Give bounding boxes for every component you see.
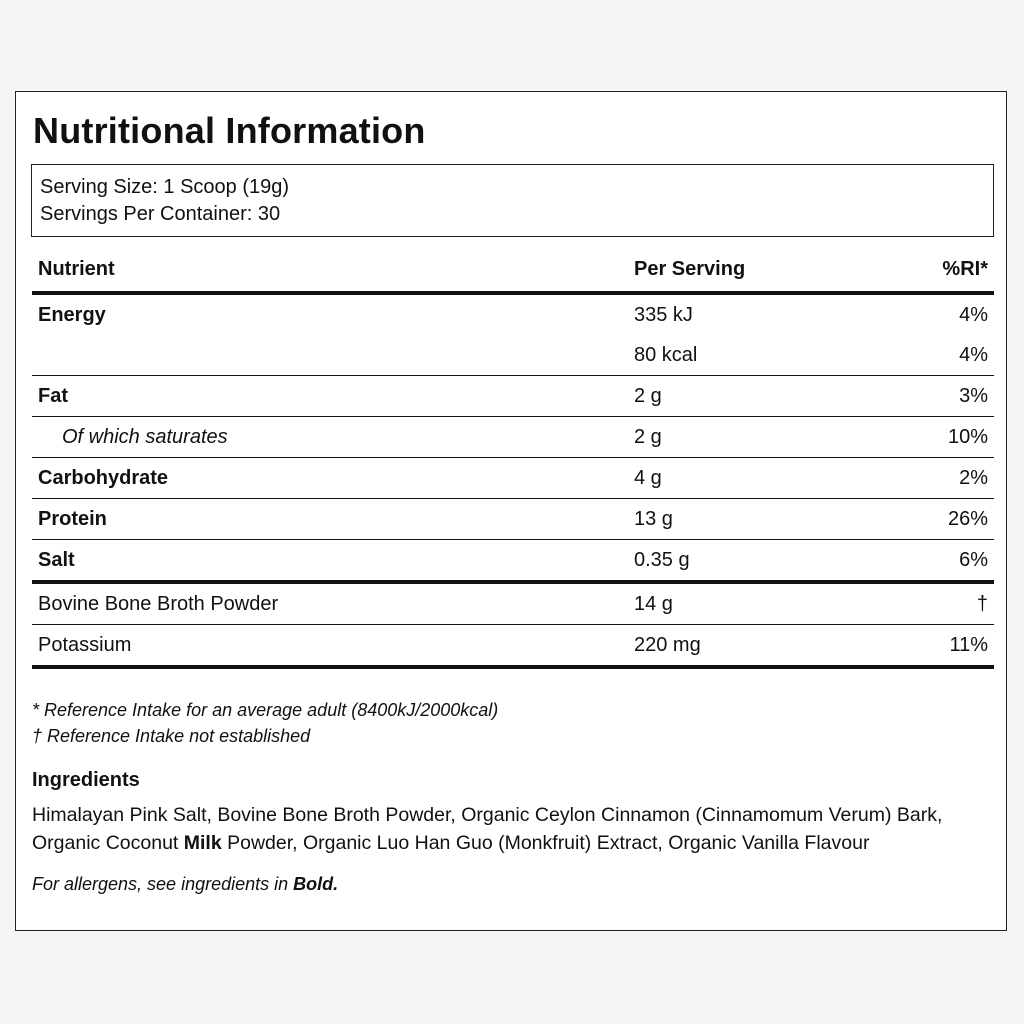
ri-footnote: * Reference Intake for an average adult (8400kJ/2000kcal) [32, 700, 499, 720]
nutrient-amount: 4 g [628, 458, 890, 499]
nutrition-panel [15, 91, 1007, 931]
header-nutrient: Nutrient [32, 247, 628, 293]
dagger-footnote: † Reference Intake not established [32, 726, 311, 746]
nutrient-amount: 80 kcal [628, 335, 890, 376]
table-row [32, 417, 994, 458]
nutrient-ri: 4% [890, 335, 994, 376]
nutrient-ri: 10% [890, 417, 994, 458]
nutrient-name: Energy [38, 303, 106, 326]
nutrient-ri: 4% [959, 303, 988, 326]
nutrient-amount: 13 g [628, 499, 890, 540]
table-header-row [32, 247, 994, 293]
ingredients-part2: Powder, Organic Luo Han Guo (Monkfruit) Extract, Organic Vanilla Flavour [221, 832, 870, 854]
nutrient-ri: 11% [890, 625, 994, 668]
table-row [32, 293, 994, 335]
nutrient-amount: 14 g [628, 582, 890, 625]
nutrient-name [32, 335, 628, 376]
nutrition-table [32, 247, 994, 669]
table-row [32, 458, 994, 499]
ingredients-text [32, 801, 982, 857]
table-row [32, 625, 994, 668]
allergen-note-bold: Bold. [293, 874, 339, 894]
table-row [32, 540, 994, 583]
nutrient-name: Fat [32, 376, 628, 417]
allergen-note-text: For allergens, see ingredients in [32, 874, 294, 894]
nutrient-ri: 2% [890, 458, 994, 499]
table-row [32, 335, 994, 376]
nutrient-amount: 0.35 g [628, 540, 890, 583]
nutrient-amount: 2 g [628, 417, 890, 458]
ingredients-heading: Ingredients [32, 769, 140, 791]
nutrient-ri: 6% [890, 540, 994, 583]
nutrient-name: Protein [32, 499, 628, 540]
nutrient-ri: 26% [890, 499, 994, 540]
footnotes [32, 697, 498, 749]
nutrient-ri: 3% [890, 376, 994, 417]
allergen-note [32, 874, 338, 895]
table-row [32, 582, 994, 625]
header-per-serving: Per Serving [628, 247, 890, 293]
nutrient-name: Salt [32, 540, 628, 583]
nutrient-name: Bovine Bone Broth Powder [32, 582, 628, 625]
header-ri: %RI* [890, 247, 994, 293]
servings-per-container: Servings Per Container: 30 [40, 203, 281, 225]
nutrient-name: Potassium [32, 625, 628, 668]
table-row [32, 499, 994, 540]
nutrient-amount: 335 kJ [634, 303, 693, 326]
allergen-milk: Milk [183, 832, 222, 854]
table-row [32, 376, 994, 417]
page-title: Nutritional Information [33, 110, 426, 151]
serving-info-box [31, 164, 994, 237]
nutrient-amount: 2 g [628, 376, 890, 417]
nutrient-name: Of which saturates [32, 417, 628, 458]
nutrient-ri: † [890, 582, 994, 625]
nutrient-name: Carbohydrate [32, 458, 628, 499]
ingredients-part1: Himalayan Pink Salt, Bovine Bone Broth Powder, Organic Ceylon Cinnamon (Cinnamomum Verum) Bark, Organic Coconut [32, 804, 943, 854]
serving-size: Serving Size: 1 Scoop (19g) [40, 176, 290, 198]
nutrient-amount: 220 mg [628, 625, 890, 668]
